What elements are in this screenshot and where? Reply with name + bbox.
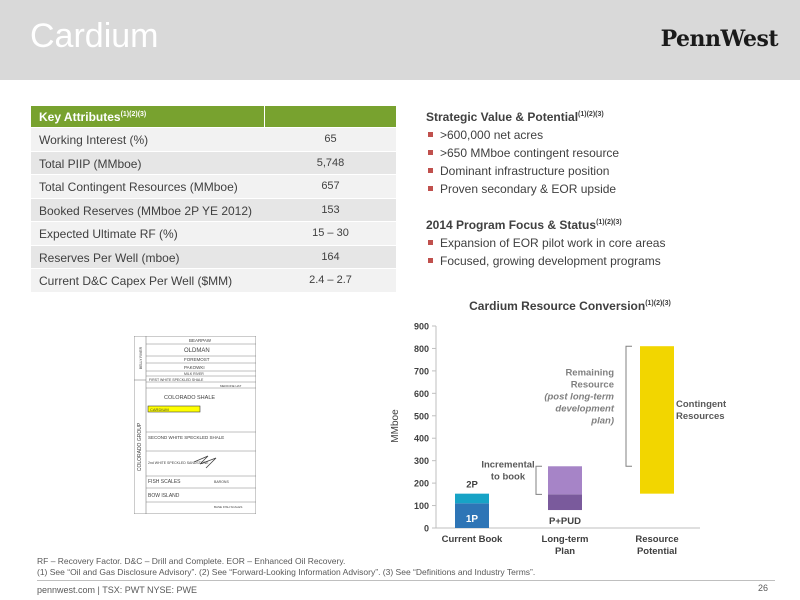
x-tick-label: Current Book [441, 534, 503, 545]
row-label: Working Interest (%) [39, 133, 149, 147]
row-value: 5,748 [316, 156, 345, 169]
chart-title-sup: (1)(2)(3) [645, 300, 671, 307]
layer-label: SECOND WHITE SPECKLED SHALE [148, 435, 225, 440]
list-item: >600,000 net acres [426, 128, 786, 146]
layer-label: BARONS [214, 480, 229, 484]
layer-label: OLDMAN [184, 348, 210, 354]
layer-label: PAKOWKI [184, 365, 205, 370]
incremental-bracket [536, 466, 542, 494]
bar-segment [548, 494, 582, 510]
stratigraphic-column [134, 336, 256, 514]
y-tick-label: 400 [413, 433, 429, 444]
incremental-label: to book [490, 471, 526, 483]
remaining-bracket [626, 346, 632, 466]
contingent-label: Contingent [676, 398, 727, 410]
pennwest-logo: PennWest [660, 26, 778, 52]
footnote-advisories: (1) See “Oil and Gas Disclosure Advisory”. (2) See “Forward-Looking Information Advisory”. (3) See “Definitions and Industry Terms”. [37, 567, 536, 577]
list-item: Dominant infrastructure position [426, 164, 786, 182]
layer-label: 2nd WHITE SPECKLED SANDSTONE [148, 461, 209, 465]
program-sup: (1)(2)(3) [596, 219, 622, 226]
remaining-resource-label: plan) [591, 415, 614, 427]
y-tick-label: 0 [423, 523, 429, 534]
row-value: 153 [321, 203, 340, 216]
incremental-label: Incremental [481, 459, 535, 471]
y-tick-label: 900 [413, 321, 429, 332]
y-tick-label: 600 [413, 388, 429, 399]
strategic-title: Strategic Value & Potential [426, 110, 579, 124]
layer-label: CARDIUM [150, 407, 169, 412]
data-label-1p: 1P [465, 513, 479, 525]
strategic-sup: (1)(2)(3) [578, 111, 604, 118]
key-attributes-header [31, 106, 396, 128]
chart-annotations [466, 346, 727, 527]
layer-label: BEARPAW [189, 338, 212, 343]
row-label: Total Contingent Resources (MMboe) [39, 180, 238, 194]
row-value: 15 – 30 [312, 227, 349, 239]
x-tick-label: Plan [554, 546, 576, 557]
program-section [426, 218, 786, 272]
x-tick-label: Potential [636, 546, 678, 557]
belly-river-label: BELLY RIVER [139, 346, 143, 370]
contingent-label: Resources [676, 410, 725, 422]
list-item: Focused, growing development programs [426, 254, 786, 272]
row-value: 2.4 – 2.7 [309, 274, 352, 286]
remaining-resource-label: development [555, 403, 614, 415]
key-attributes-sup: (1)(2)(3) [120, 111, 147, 118]
bar-segment [548, 466, 582, 494]
layer-label: BASE FISH SCALES [214, 505, 243, 509]
y-tick-label: 800 [413, 343, 429, 354]
y-axis-label: MMboe [390, 409, 401, 443]
data-label-2p: 2P [466, 479, 478, 491]
key-attributes-table [31, 106, 396, 293]
header-divider [264, 106, 265, 128]
row-label: Expected Ultimate RF (%) [39, 227, 178, 241]
key-attributes-title: Key Attributes [39, 110, 121, 124]
y-tick-label: 700 [413, 366, 429, 377]
row-value: 657 [321, 180, 340, 192]
table-row [31, 175, 396, 199]
strategic-list [426, 128, 786, 200]
remaining-resource-label: Remaining [565, 367, 614, 379]
data-label-ppud: P+PUD [549, 516, 581, 528]
colorado-group-label: COLORADO GROUP [137, 422, 143, 472]
layer-label: COLORADO SHALE [164, 395, 216, 401]
row-value: 164 [321, 250, 340, 263]
footer-text: pennwest.com | TSX: PWT NYSE: PWE [37, 585, 198, 595]
row-label: Current D&C Capex Per Well ($MM) [39, 274, 233, 288]
layer-label: FIRST WHITE SPECKLED SHALE [149, 378, 204, 382]
y-tick-label: 500 [413, 411, 429, 422]
list-item: >650 MMboe contingent resource [426, 146, 786, 164]
list-item: Proven secondary & EOR upside [426, 182, 786, 200]
x-tick-label: Resource [635, 534, 679, 545]
row-label: Reserves Per Well (mboe) [39, 250, 180, 265]
x-tick-label: Long-term [541, 534, 589, 545]
layer-label: FISH SCALES [148, 479, 181, 485]
row-label: Total PIIP (MMboe) [39, 156, 142, 171]
program-title: 2014 Program Focus & Status [426, 218, 597, 232]
footnote-definitions: RF – Recovery Factor. D&C – Drill and Complete. EOR – Enhanced Oil Recovery. [37, 556, 346, 566]
column-frame [134, 336, 256, 514]
page-number: 26 [757, 583, 768, 593]
row-value: 65 [324, 133, 337, 145]
chart-title: Cardium Resource Conversion [469, 299, 646, 313]
program-list [426, 236, 786, 272]
table-row [31, 128, 396, 152]
strategic-value-section [426, 110, 786, 200]
remaining-resource-label: (post long-term [544, 391, 614, 403]
table-row [31, 246, 396, 270]
remaining-resource-label: Resource [570, 379, 614, 391]
row-label: Booked Reserves (MMboe 2P YE 2012) [39, 203, 253, 218]
table-row [31, 152, 396, 176]
layer-label: MILK RIVER [184, 372, 204, 376]
layer-label: FOREMOST [184, 357, 210, 362]
bar-segment [455, 494, 489, 504]
layer-label: BOW ISLAND [148, 493, 180, 499]
bar-segment [640, 346, 674, 493]
page-title: Cardium [30, 17, 159, 55]
y-tick-label: 100 [413, 501, 429, 512]
header-bar [0, 0, 800, 80]
table-row [31, 222, 396, 246]
footnotes [37, 556, 535, 578]
y-tick-label: 200 [413, 478, 429, 489]
footer-divider [37, 580, 775, 581]
table-row [31, 199, 396, 223]
y-tick-label: 300 [413, 456, 429, 467]
list-item: Expansion of EOR pilot work in core areas [426, 236, 786, 254]
svg-text:Cardium Resource Conversion(1) [469, 299, 671, 313]
key-attributes-body [31, 128, 396, 293]
layer-label: MEDICINE HAT [220, 384, 242, 388]
table-row [31, 269, 396, 293]
resource-conversion-chart [380, 296, 780, 558]
